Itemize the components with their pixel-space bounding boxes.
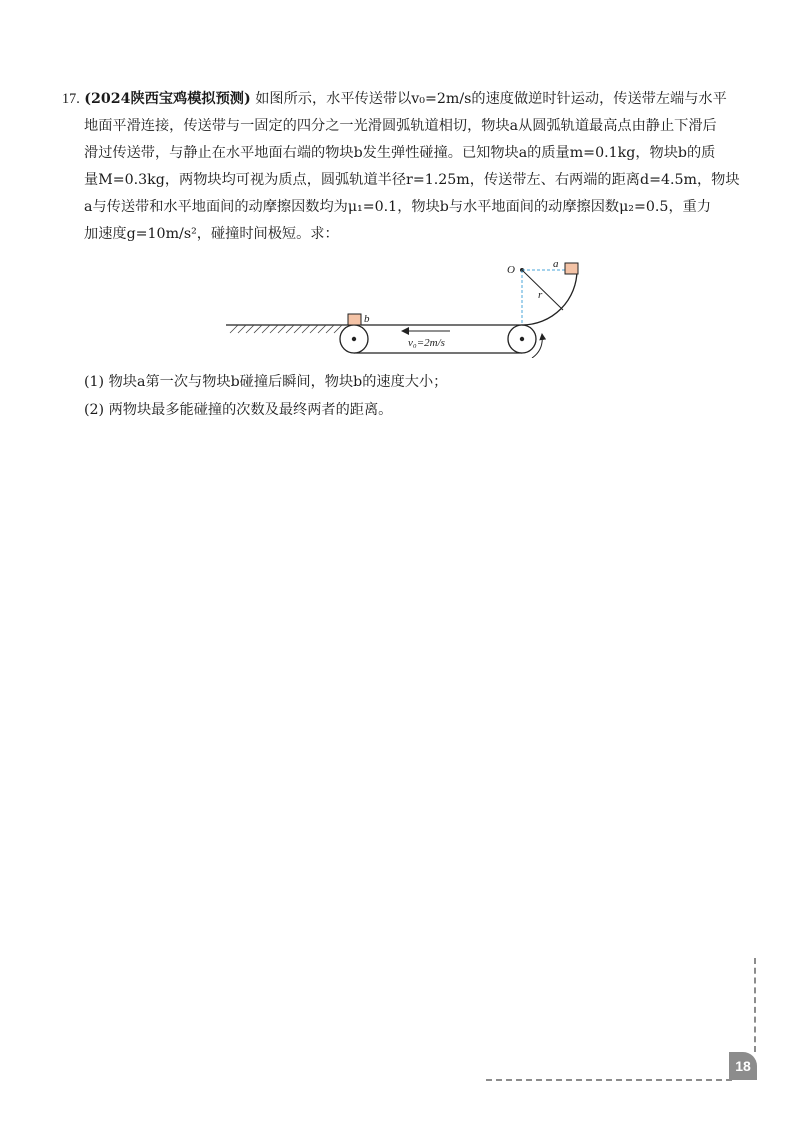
block-a: [565, 263, 578, 274]
corner-dashed-vertical: [754, 958, 756, 1052]
problem-text-line: a与传送带和水平地面间的动摩擦因数均为μ₁=0.1，物块b与水平地面间的动摩擦因数μ₂=0.5，重力: [84, 199, 712, 215]
problem-text-line: 如图所示，水平传送带以v₀=2m/s的速度做逆时针运动，传送带左端与水平: [255, 91, 727, 107]
label-O: O: [507, 264, 515, 276]
radius-line: [522, 270, 563, 310]
problem-number: 17.: [62, 91, 80, 107]
ground: [226, 325, 354, 333]
question-1: (1) 物块a第一次与物块b碰撞后瞬间，物块b的速度大小；: [84, 374, 448, 390]
label-r: r: [538, 289, 543, 301]
problem-source: (2024陕西宝鸡模拟预测): [84, 91, 251, 107]
problem-17: [62, 86, 744, 248]
problem-text-line: 量M=0.3kg，两物块均可视为质点，圆弧轨道半径r=1.25m，传送带左、右两端的距离d=4.5m，物块: [84, 172, 740, 188]
problem-text-line: 滑过传送带，与静止在水平地面右端的物块b发生弹性碰撞。已知物块a的质量m=0.1kg，物块b的质: [84, 145, 716, 161]
label-v0: v₀=2m/s: [408, 337, 445, 349]
block-b: [348, 314, 361, 325]
problem-text-line: 加速度g=10m/s²，碰撞时间极短。求：: [84, 226, 339, 242]
conveyor-diagram: [222, 258, 592, 358]
question-2: (2) 两物块最多能碰撞的次数及最终两者的距离。: [84, 402, 393, 418]
problem-line-1: [62, 86, 744, 113]
corner-dashed-horizontal: [486, 1079, 732, 1081]
label-b: b: [364, 313, 370, 325]
label-a: a: [553, 258, 559, 270]
page-number: 18: [729, 1052, 757, 1080]
problem-text-line: 地面平滑连接，传送带与一固定的四分之一光滑圆弧轨道相切，物块a从圆弧轨道最高点由静止下滑后: [84, 118, 717, 134]
